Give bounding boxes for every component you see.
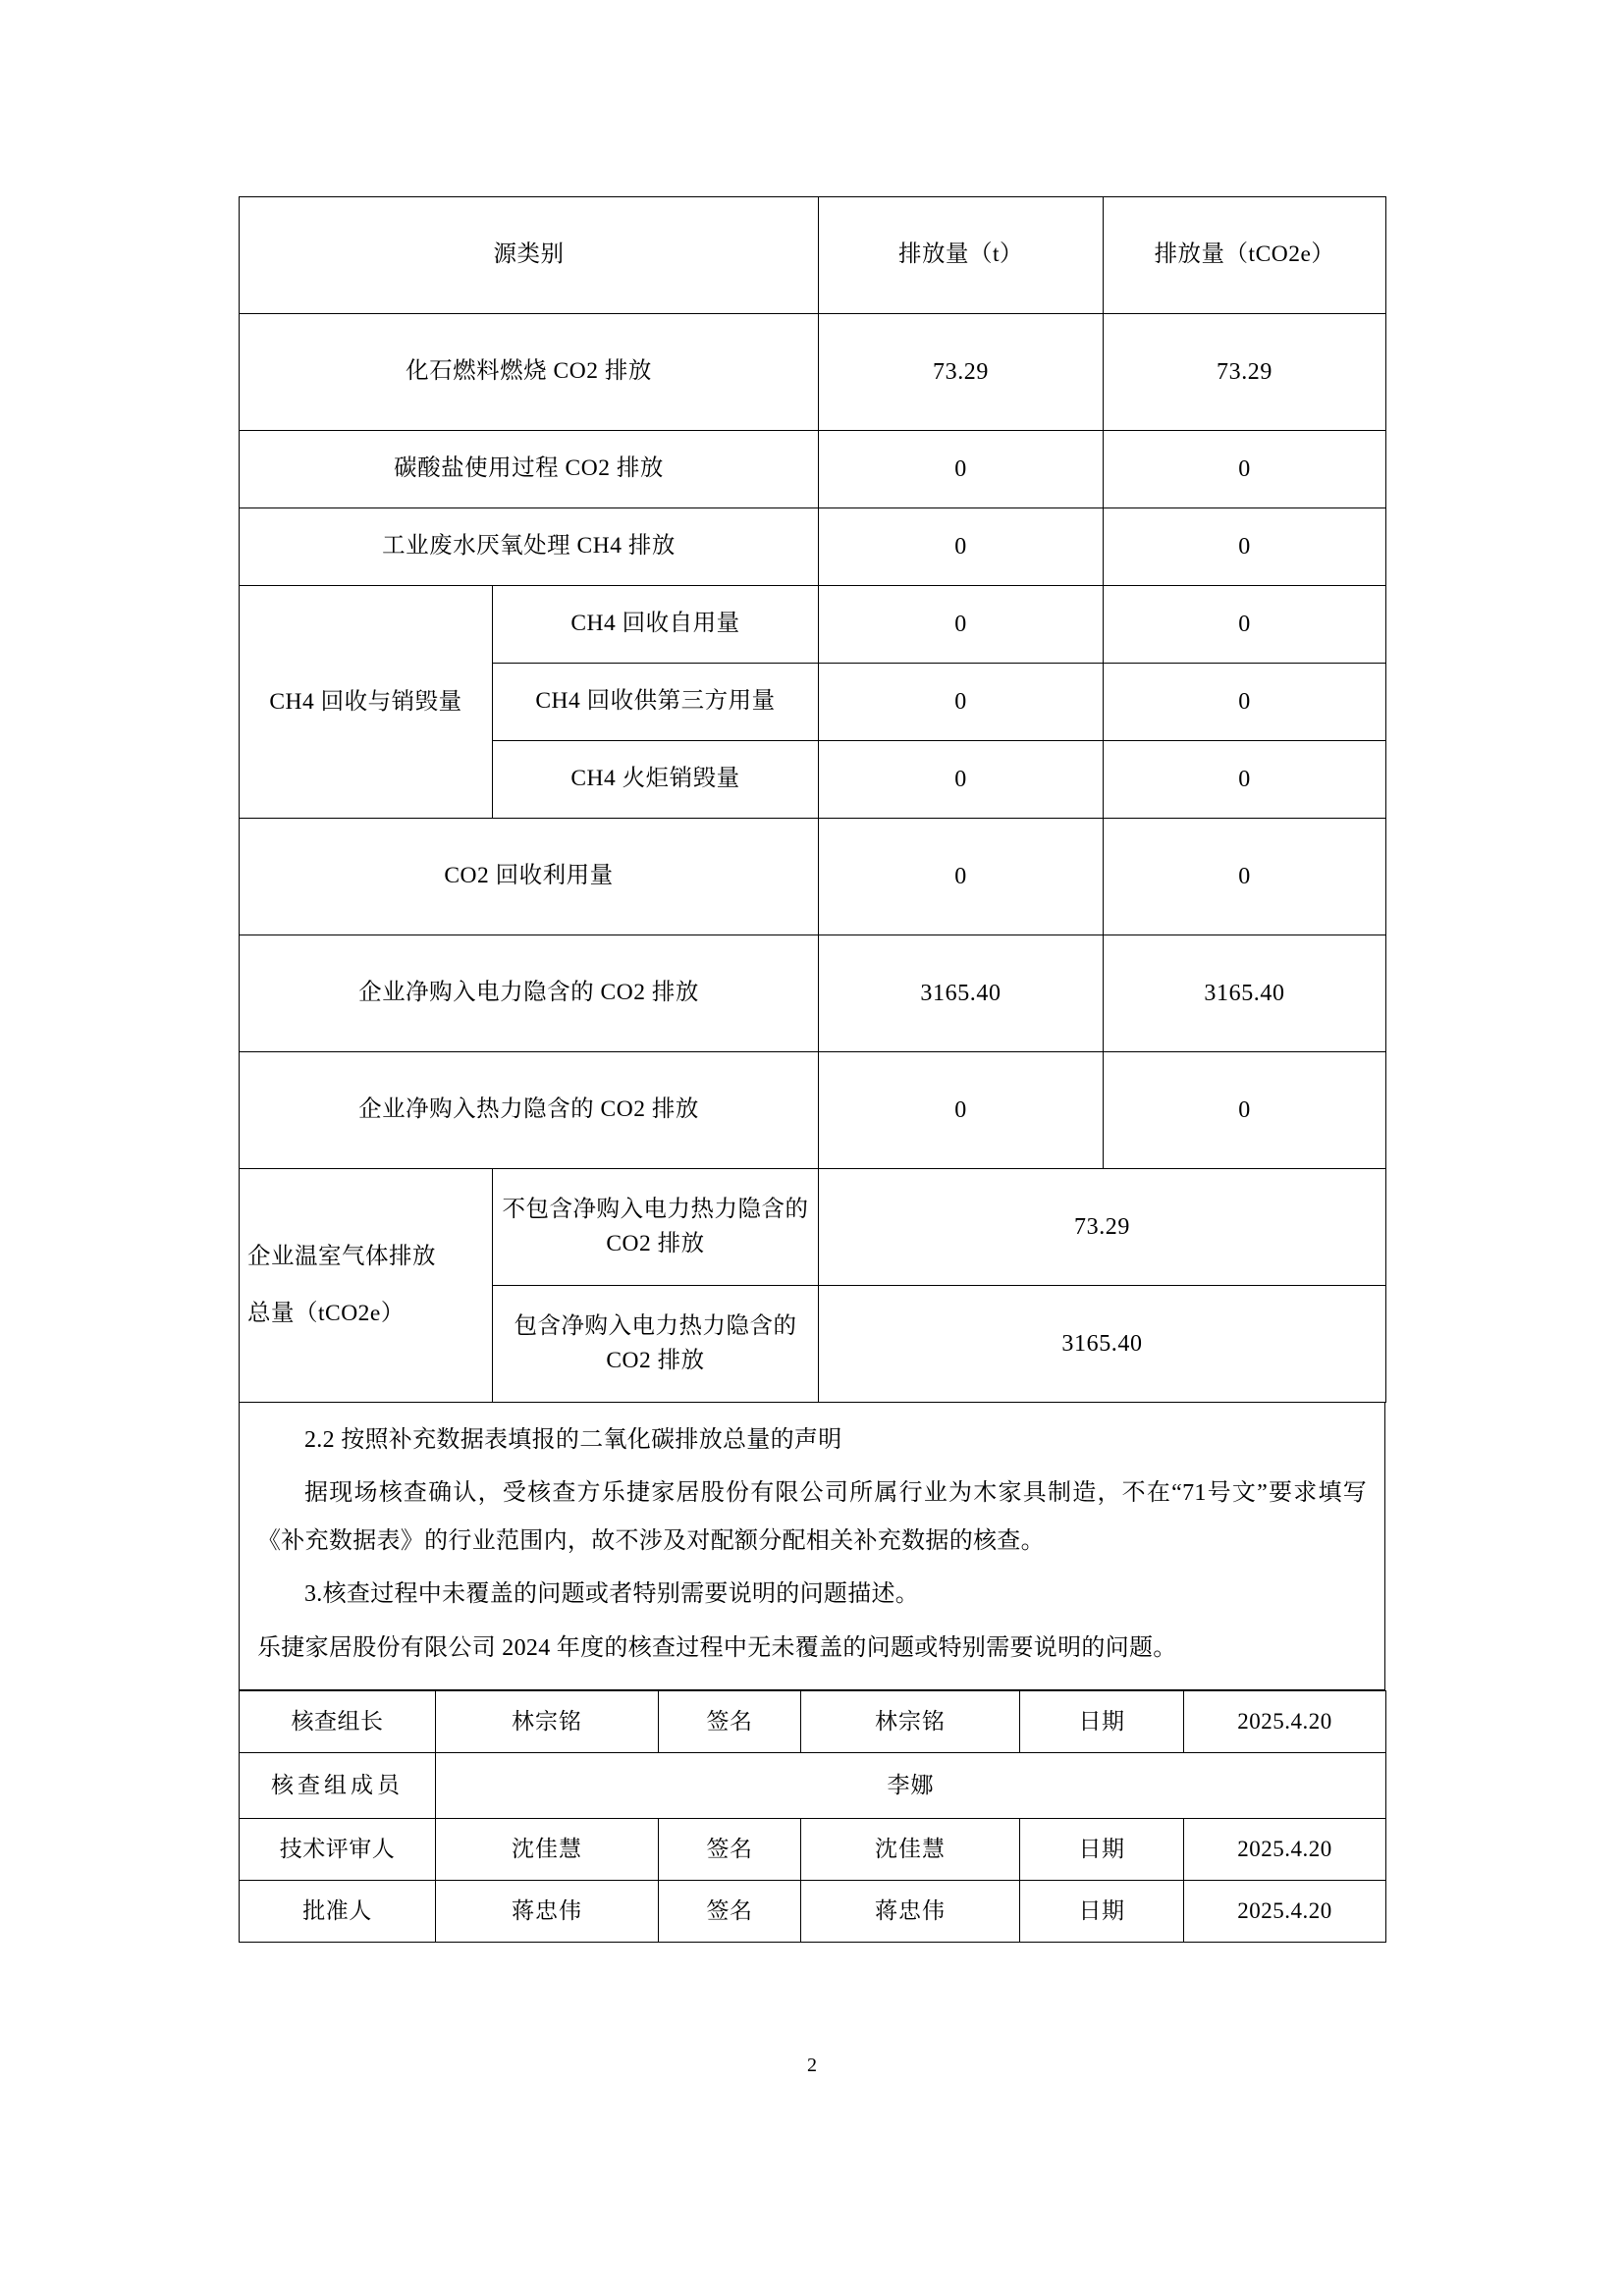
row-value-carbonate-t: 0 [819,431,1104,508]
row-label-total-excluding: 不包含净购入电力热力隐含的 CO2 排放 [493,1169,819,1286]
row-value-ch4-third-party-tco2e: 0 [1104,664,1386,741]
table-row [240,314,1386,431]
page-number: 2 [807,2055,817,2076]
signature-name-team-leader: 林宗铭 [436,1691,659,1753]
row-value-net-electricity-tco2e: 3165.40 [1104,935,1386,1052]
paragraph-supplementary-data: 据现场核查确认，受核查方乐捷家居股份有限公司所属行业为木家具制造，不在“71号文”要求填写《补充数据表》的行业范围内，故不涉及对配额分配相关补充数据的核查。 [257,1480,1367,1554]
group-label-total-ghg [240,1169,493,1403]
table-row [240,819,1386,935]
row-value-ch4-third-party-t: 0 [819,664,1104,741]
row-value-wastewater-t: 0 [819,508,1104,586]
signature-value-technical-reviewer: 沈佳慧 [801,1819,1020,1881]
signature-name-approver: 蒋忠伟 [436,1881,659,1943]
table-row [240,1691,1386,1753]
signature-label-approver: 签名 [659,1881,801,1943]
table-row [240,935,1386,1052]
table-row [240,1881,1386,1943]
row-value-wastewater-tco2e: 0 [1104,508,1386,586]
header-source-category: 源类别 [240,197,819,314]
table-row [240,1052,1386,1169]
signature-table [239,1690,1386,1943]
heading-2-2: 2.2 按照补充数据表填报的二氧化碳排放总量的声明 [304,1427,842,1453]
row-label-co2-recovery: CO2 回收利用量 [240,819,819,935]
date-label-technical-reviewer: 日期 [1020,1819,1184,1881]
signature-value-approver: 蒋忠伟 [801,1881,1020,1943]
row-value-fossil-fuel-tco2e: 73.29 [1104,314,1386,431]
row-value-co2-recovery-tco2e: 0 [1104,819,1386,935]
table-row [240,1753,1386,1819]
signature-role-technical-reviewer: 技术评审人 [240,1819,436,1881]
date-value-technical-reviewer: 2025.4.20 [1184,1819,1386,1881]
row-label-carbonate: 碳酸盐使用过程 CO2 排放 [240,431,819,508]
table-row [240,431,1386,508]
row-label-wastewater: 工业废水厌氧处理 CH4 排放 [240,508,819,586]
row-value-total-excluding: 73.29 [819,1169,1386,1286]
row-label-net-heat: 企业净购入热力隐含的 CO2 排放 [240,1052,819,1169]
total-label-line1: 企业温室气体排放 [247,1243,436,1269]
row-value-ch4-self-use-t: 0 [819,586,1104,664]
row-label-net-electricity: 企业净购入电力隐含的 CO2 排放 [240,935,819,1052]
date-value-approver: 2025.4.20 [1184,1881,1386,1943]
row-value-net-electricity-t: 3165.40 [819,935,1104,1052]
table-row [240,586,1386,664]
row-value-co2-recovery-t: 0 [819,819,1104,935]
row-value-net-heat-t: 0 [819,1052,1104,1169]
narrative-section [239,1403,1385,1690]
row-value-ch4-flare-t: 0 [819,741,1104,819]
row-value-ch4-self-use-tco2e: 0 [1104,586,1386,664]
header-emission-t: 排放量（t） [819,197,1104,314]
row-label-ch4-self-use: CH4 回收自用量 [493,586,819,664]
signature-role-approver: 批准人 [240,1881,436,1943]
signature-name-technical-reviewer: 沈佳慧 [436,1819,659,1881]
signature-label-team-leader: 签名 [659,1691,801,1753]
signature-value-team-leader: 林宗铭 [801,1691,1020,1753]
signature-name-team-member: 李娜 [436,1753,1386,1819]
signature-label-technical-reviewer: 签名 [659,1819,801,1881]
heading-3: 3.核查过程中未覆盖的问题或者特别需要说明的问题描述。 [304,1581,920,1608]
header-emission-tco2e: 排放量（tCO2e） [1104,197,1386,314]
signature-role-team-member: 核查组成员 [240,1753,436,1819]
date-label-approver: 日期 [1020,1881,1184,1943]
emissions-summary-table [239,196,1386,1403]
row-value-fossil-fuel-t: 73.29 [819,314,1104,431]
paragraph-uncovered-issues: 乐捷家居股份有限公司 2024 年度的核查过程中无未覆盖的问题或特别需要说明的问题。 [257,1634,1177,1661]
date-value-team-leader: 2025.4.20 [1184,1691,1386,1753]
table-header-row [240,197,1386,314]
signature-role-team-leader: 核查组长 [240,1691,436,1753]
table-row [240,1819,1386,1881]
row-value-net-heat-tco2e: 0 [1104,1052,1386,1169]
total-label-line2: 总量（tCO2e） [247,1300,405,1326]
table-row [240,1169,1386,1286]
row-label-ch4-third-party: CH4 回收供第三方用量 [493,664,819,741]
row-value-total-including: 3165.40 [819,1286,1386,1403]
row-label-total-including: 包含净购入电力热力隐含的 CO2 排放 [493,1286,819,1403]
table-row [240,508,1386,586]
date-label-team-leader: 日期 [1020,1691,1184,1753]
row-value-ch4-flare-tco2e: 0 [1104,741,1386,819]
page-content [239,196,1385,1943]
group-label-ch4-recovery: CH4 回收与销毁量 [240,586,493,819]
row-label-ch4-flare: CH4 火炬销毁量 [493,741,819,819]
row-label-fossil-fuel: 化石燃料燃烧 CO2 排放 [240,314,819,431]
row-value-carbonate-tco2e: 0 [1104,431,1386,508]
